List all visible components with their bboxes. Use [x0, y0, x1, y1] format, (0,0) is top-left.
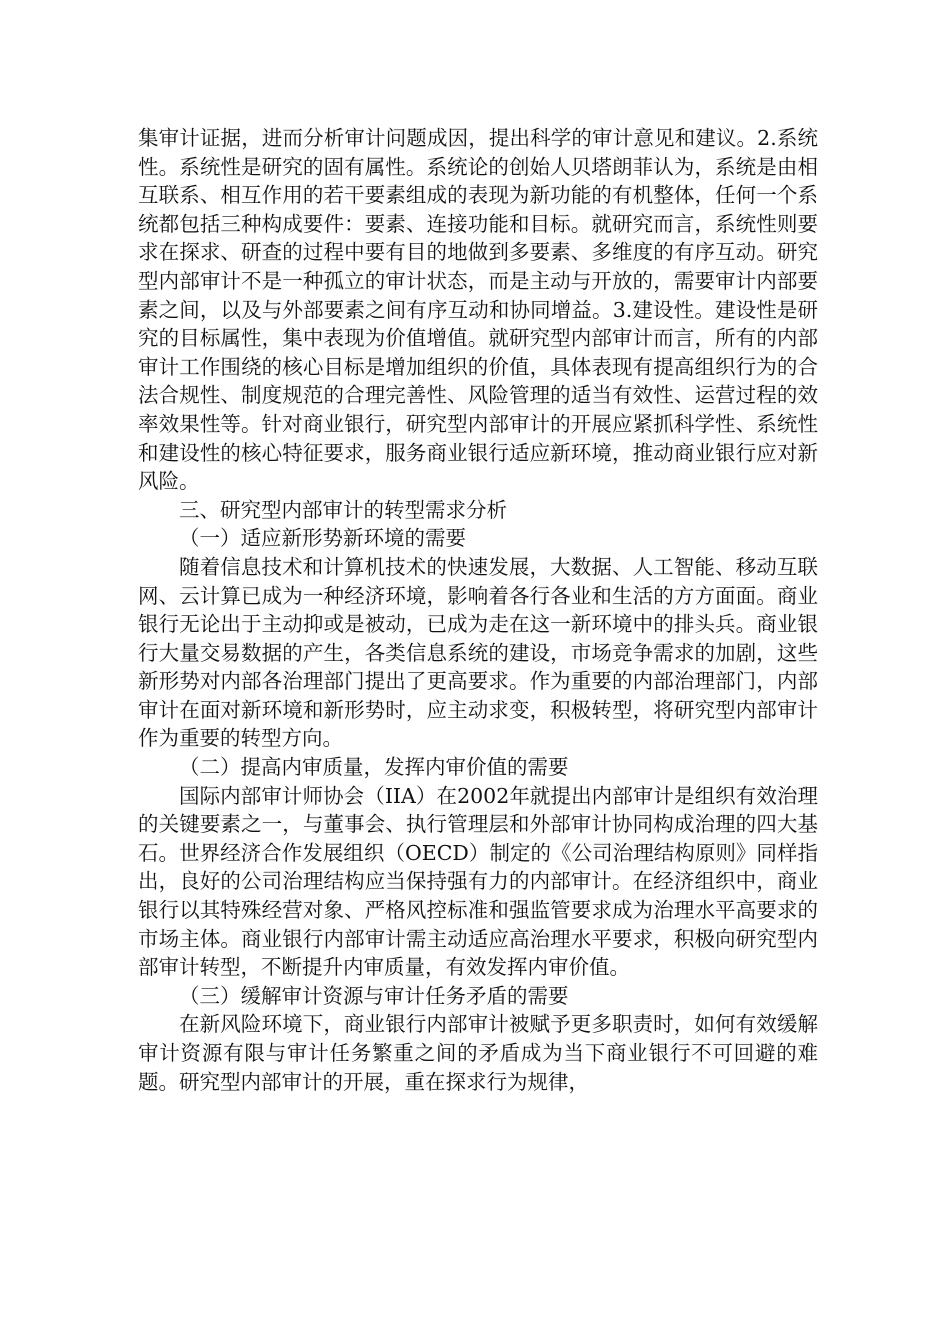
- paragraph-continuation: 集审计证据，进而分析审计问题成因，提出科学的审计意见和建议。2.系统性。系统性是研究的固有属性。系统论的创始人贝塔朗菲认为，系统是由相互联系、相互作用的若干要素组成的表现为新功能的有机整体，任何一个系统都包括三种构成要件：要素、连接功能和目标。就研究而言，系统性则要求在探求、研查的过程中要有目的地做到多要素、多维度的有序互动。研究型内部审计不是一种孤立的审计状态，而是主动与开放的，需要审计内部要素之间，以及与外部要素之间有序互动和协同增益。3.建设性。建设性是研究的目标属性，集中表现为价值增值。就研究型内部审计而言，所有的内部审计工作围绕的核心目标是增加组织的价值，具体表现有提高组织行为的合法合规性、制度规范的合理完善性、风险管理的适当有效性、运营过程的效率效果性等。针对商业银行，研究型内部审计的开展应紧抓科学性、系统性和建设性的核心特征要求，服务商业银行适应新环境，推动商业银行应对新风险。: [138, 126, 818, 494]
- document-body: [138, 124, 818, 1096]
- subsection-heading-2: （二）提高内审质量，发挥内审价值的需要: [179, 755, 569, 780]
- subsection-heading-3: （三）缓解审计资源与审计任务矛盾的需要: [179, 983, 569, 1008]
- paragraph-new-environment: 随着信息技术和计算机技术的快速发展，大数据、人工智能、移动互联网、云计算已成为一种经济环境，影响着各行各业和生活的方方面面。商业银行无论出于主动抑或是被动，已成为走在这一新环境中的排头兵。商业银行大量交易数据的产生，各类信息系统的建设，市场竞争需求的加剧，这些新形势对内部各治理部门提出了更高要求。作为重要的内部治理部门，内部审计在面对新环境和新形势时，应主动求变，积极转型，将研究型内部审计作为重要的转型方向。: [138, 554, 818, 751]
- paragraph-resource-conflict: 在新风险环境下，商业银行内部审计被赋予更多职责时，如何有效缓解审计资源有限与审计任务繁重之间的矛盾成为当下商业银行不可回避的难题。研究型内部审计的开展，重在探求行为规律，: [138, 1012, 818, 1094]
- paragraph-audit-quality: 国际内部审计师协会（IIA）在2002年就提出内部审计是组织有效治理的关键要素之一，与董事会、执行管理层和外部审计协同构成治理的四大基石。世界经济合作发展组织（OECD）制定的《公司治理结构原则》同样指出，良好的公司治理结构应当保持强有力的内部审计。在经济组织中，商业银行以其特殊经营对象、严格风控标准和强监管要求成为治理水平高要求的市场主体。商业银行内部审计需主动适应高治理水平要求，积极向研究型内部审计转型，不断提升内审质量，有效发挥内审价值。: [138, 783, 818, 980]
- section-heading-3: 三、研究型内部审计的转型需求分析: [179, 497, 507, 522]
- subsection-heading-1: （一）适应新形势新环境的需要: [179, 526, 466, 551]
